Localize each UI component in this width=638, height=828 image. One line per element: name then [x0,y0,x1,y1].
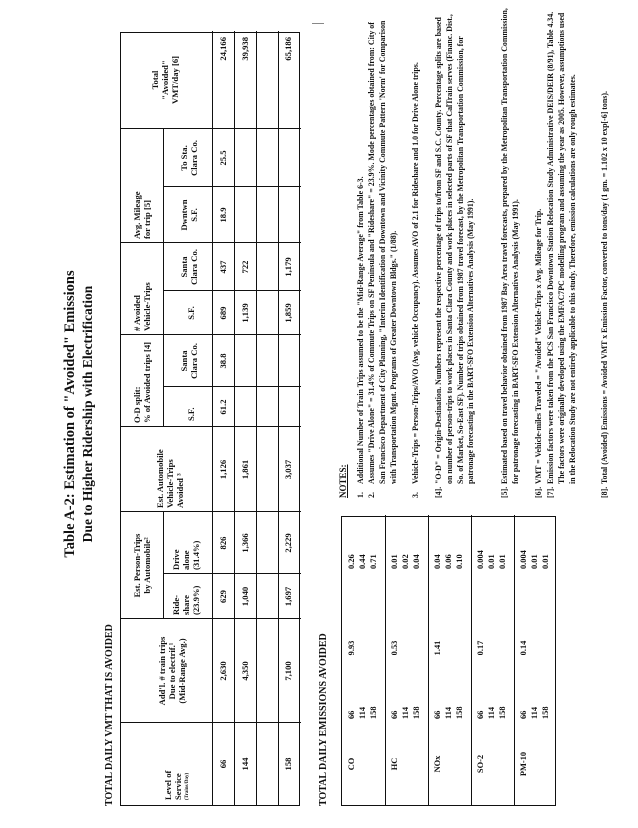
vmt-section-label: TOTAL DAILY VMT THAT IS AVOIDED [104,624,115,806]
header-additional-train-trips: Add'l. # train trips Due to electrif.¹ (Mid-Range Avg.) [157,636,187,706]
header-avt-santa-clara: Santa Clara Co. [179,249,199,285]
header-total-avoided-vmt: Total "Avoided" VMT/day [6] [150,56,180,104]
header-auto-vehicle-trips: Est. Automobile Vehicle-Trips Avoided ³ [155,449,185,508]
table-title: Table A-2: Estimation of "Avoided" Emissions [62,270,78,558]
header-avoided-vehicle-trips: # Avoided Vehicle-Trips [132,282,152,331]
header-rideshare: Ride- share (23.9%) [171,585,201,615]
vmt-table: Level of Service (Trains/Day) Add'l. # train trips Due to electrif.¹ (Mid-Range Avg.) Est. Person-Trips by Automobile² Ride- share (23.9%) Drive alone (31.4%) Est. Automobile Vehicle-Trips Avoided ³ O-D split: % of Avoided trips [4] S.F. Santa Clara Co. # Avoided Vehicle-Trips S.F. Santa Clara Co. Avg. Mileage for trip [5] Dwntwn S.F. To Sta. Clara Co. Total "Avoided" VMT/day [6] 66 2,630 629 826 1,126 61.2 38.8 689 437 18.9 25.5 24,166 144 4,350 1,040 1,366 1,861 1,139 722 39,938 158 7,100 1,697 2,229 3,037 1,859 1,179 65,186 [120,32,300,806]
rotated-page: Table A-2: Estimation of "Avoided" Emissions Due to Higher Ridership with Electrification TOTAL DAILY VMT THAT IS AVOIDED Level of Service (Trains/Day) Add'l. # train trips Due to electrif.¹ (Mid-Range Avg.) Est. Person-Trips by Automobile² Ride- share (23.9%) Drive alone (31.4%) Est. Automobile Vehicle-Trips Avoided ³ O-D split: % of Avoided trips [4] S.F. Santa Clara Co. # Avoided Vehicle-Trips S.F. Santa Clara Co. Avg. Mileage for trip [5] Dwntwn S.F. To Sta. Clara Co. Total "Avoided" VMT/day [6] 66 2,630 629 826 1,126 61.2 38.8 689 437 18.9 25.5 24,166 144 4,350 1,040 1,366 1,861 1,139 722 39,938 158 7,100 1,697 2,229 3,037 1,859 1,179 65,186 TOTAL DAILY EMISSIONS AVOIDED CO 66 114 158 9.93 0.26 0.44 0.71 HC 66 114 158 0.53 0.01 0.02 0.04 NOx 66 114 158 1.41 0.04 0.06 0.10 SO-2 66 114 158 0.17 0.004 0.01 0.01 PM-10 66 114 158 0.14 0.004 0.01 0.01 NOTES: 1. Additional Number of Train Trips assumed to be the "Mid-Range Average" from Table 6-3. 2. Assumes "Drive Alone" = 31.4% of Commute Trips on SF Peninsula and "Rideshare" = 23.9%. Mode percentages obtained from: City of San Francisco Department of City Planning, "Interim Identification of Downtown and Vicinity Commute Pattern 'Norm' for Comparison with Transportation Mgmt. Programs of Greater Downtown Bldgs." (1/88). 3. Vehicle-Trips = Person-Trips/AVO (Avg. vehicle Occupancy). Assumes AVO of 2.1 for Rideshare and 1.0 for Drive Alone trips. [4]. "O-D" = Origin-Destination. Numbers represent the respective percentage of trips to/from SF and S.C. County. Percentage splits are based on number of person-trips to work places in Santa Clara County and work places in selected parts of SF that CalTrain serves (Financ. Dist., So. of Market, So-East SF). Number of trips obtained from 1987 travel forecast, by the Metropolitan Transportation Commission, for patronage forecasting in the BART-SFO Extension Alternatives Analysis (May 1991). [5]. Estimated based on travel behavior obtained from 1987 Bay Area travel forecasts, prepared by the Metropolitan Transportation Commission, for patronage forecasting in BART-SFO Extension Alternatives Analysis (May 1991). [6]. VMT = Vehicle-miles Traveled = "Avoided" Vehicle-Trips x Avg. Mileage for Trip. [7]. Emission factors were taken from the PCS San Francisco Downtown Station Relocation Study Administrative DEIS/DEIR (8/91), Table 4.34. The factors were originally developed using the EMFAC7PC modelling program and assuming the year as 2005. However, assumptions used in the Relocation Study are not entirely applicable to this study. Therefore, emission calculations are only rough estimates. [8]. Total (Avoided) Emissions = Avoided VMT x Emission Factor, converted to tons/day (1 gm. = 1.102 x 10 exp[-6] tons). [0,0,638,828]
emissions-table: CO 66 114 158 9.93 0.26 0.44 0.71 HC 66 114 158 0.53 0.01 0.02 0.04 NOx 66 114 158 1.41 0.04 0.06 0.10 SO-2 66 114 158 0.17 0.004 0.01 0.01 PM-10 66 114 158 0.14 0.004 0.01 0.01 [341,516,556,806]
header-od-santa-clara: Santa Clara Co. [179,343,199,379]
header-avg-mileage: Avg. Mileage for trip [5] [132,191,152,239]
header-od-split: O-D split: % of Avoided trips [4] [132,341,152,423]
table-subtitle: Due to Higher Ridership with Electrification [80,285,95,543]
header-level-of-service: Level of Service (Trains/Day) [163,770,190,800]
header-avt-sf: S.F. [186,306,196,320]
header-mileage-downtown: Dwntwn S.F. [179,199,199,231]
header-drive-alone: Drive alone (31.4%) [171,540,201,570]
emissions-section-label: TOTAL DAILY EMISSIONS AVOIDED [318,633,329,806]
header-od-sf: S.F. [186,407,196,421]
header-person-trips: Est. Person-Trips by Automobile² [132,533,152,598]
header-mileage-santa-clara: To Sta. Clara Co. [179,140,199,176]
notes-heading: NOTES: [338,464,348,498]
